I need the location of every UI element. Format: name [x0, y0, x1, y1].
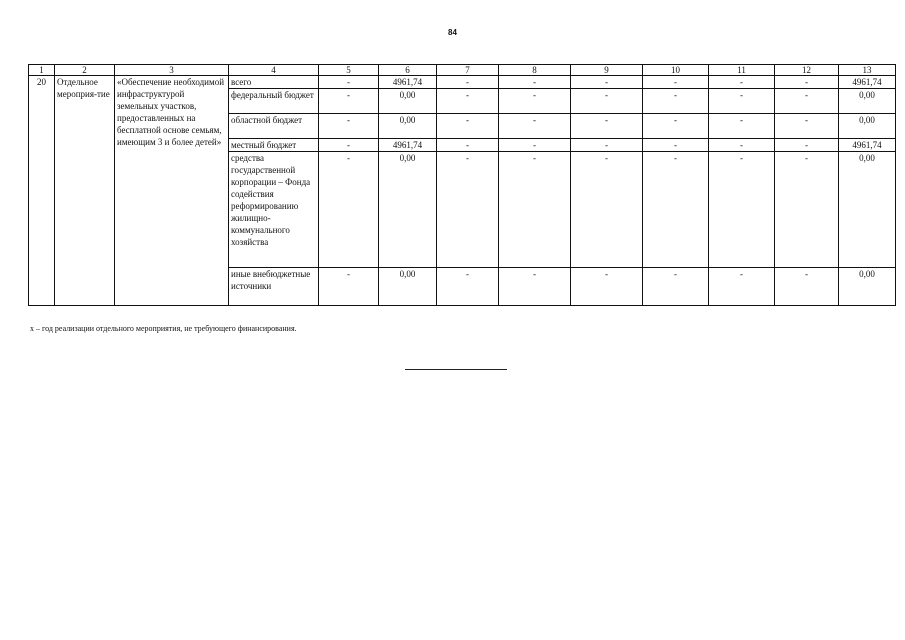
cell-7: - — [437, 89, 499, 114]
cell-8: - — [499, 152, 571, 268]
cell-10: - — [643, 268, 709, 306]
cell-13: 0,00 — [839, 152, 896, 268]
cell-13: 4961,74 — [839, 139, 896, 152]
cell-13: 0,00 — [839, 89, 896, 114]
cell-9: - — [571, 114, 643, 139]
header-cell: 1 — [29, 65, 55, 76]
funding-table — [28, 64, 896, 306]
page-number: 84 — [448, 28, 457, 37]
header-cell: 8 — [499, 65, 571, 76]
cell-7: - — [437, 76, 499, 89]
cell-12: - — [775, 268, 839, 306]
cell-12: - — [775, 114, 839, 139]
footnote: х – год реализации отдельного мероприятия, не требующего финансирования. — [30, 324, 297, 333]
table-row — [29, 76, 896, 89]
cell-10: - — [643, 89, 709, 114]
header-cell: 7 — [437, 65, 499, 76]
cell-5: - — [319, 268, 379, 306]
header-cell: 10 — [643, 65, 709, 76]
cell-9: - — [571, 76, 643, 89]
cell-8: - — [499, 89, 571, 114]
header-cell: 6 — [379, 65, 437, 76]
header-cell: 9 — [571, 65, 643, 76]
cell-8: - — [499, 76, 571, 89]
source-label: местный бюджет — [229, 139, 319, 152]
cell-11: - — [709, 114, 775, 139]
row-name: «Обеспечение необходимой инфраструктурой земельных участков, предоставленных на бесплатной основе семьям, имеющим 3 и более детей» — [115, 76, 229, 306]
row-type: Отдельное мероприя-тие — [55, 76, 115, 306]
source-label: федеральный бюджет — [229, 89, 319, 114]
cell-13: 4961,74 — [839, 76, 896, 89]
cell-5: - — [319, 76, 379, 89]
cell-7: - — [437, 114, 499, 139]
source-label: средства государственной корпорации – Фонда содействия реформированию жилищно-коммунального хозяйства — [229, 152, 319, 268]
cell-11: - — [709, 268, 775, 306]
header-cell: 4 — [229, 65, 319, 76]
header-cell: 3 — [115, 65, 229, 76]
cell-5: - — [319, 139, 379, 152]
cell-11: - — [709, 152, 775, 268]
source-label: областной бюджет — [229, 114, 319, 139]
header-cell: 12 — [775, 65, 839, 76]
cell-12: - — [775, 152, 839, 268]
cell-13: 0,00 — [839, 268, 896, 306]
cell-6: 0,00 — [379, 152, 437, 268]
cell-12: - — [775, 139, 839, 152]
cell-8: - — [499, 139, 571, 152]
cell-13: 0,00 — [839, 114, 896, 139]
cell-11: - — [709, 89, 775, 114]
row-number: 20 — [29, 76, 55, 306]
source-label: всего — [229, 76, 319, 89]
cell-5: - — [319, 89, 379, 114]
cell-9: - — [571, 139, 643, 152]
cell-11: - — [709, 139, 775, 152]
cell-8: - — [499, 114, 571, 139]
cell-5: - — [319, 152, 379, 268]
header-cell: 13 — [839, 65, 896, 76]
cell-5: - — [319, 114, 379, 139]
cell-10: - — [643, 76, 709, 89]
cell-8: - — [499, 268, 571, 306]
cell-6: 4961,74 — [379, 139, 437, 152]
cell-7: - — [437, 152, 499, 268]
cell-7: - — [437, 139, 499, 152]
cell-11: - — [709, 76, 775, 89]
cell-10: - — [643, 114, 709, 139]
cell-12: - — [775, 76, 839, 89]
cell-9: - — [571, 89, 643, 114]
closing-rule — [405, 369, 507, 370]
header-cell: 5 — [319, 65, 379, 76]
cell-6: 0,00 — [379, 89, 437, 114]
cell-6: 0,00 — [379, 114, 437, 139]
header-row — [29, 65, 896, 76]
cell-9: - — [571, 152, 643, 268]
header-cell: 11 — [709, 65, 775, 76]
cell-10: - — [643, 139, 709, 152]
header-cell: 2 — [55, 65, 115, 76]
cell-6: 4961,74 — [379, 76, 437, 89]
cell-7: - — [437, 268, 499, 306]
source-label: иные внебюджетные источники — [229, 268, 319, 306]
cell-12: - — [775, 89, 839, 114]
cell-6: 0,00 — [379, 268, 437, 306]
cell-9: - — [571, 268, 643, 306]
cell-10: - — [643, 152, 709, 268]
